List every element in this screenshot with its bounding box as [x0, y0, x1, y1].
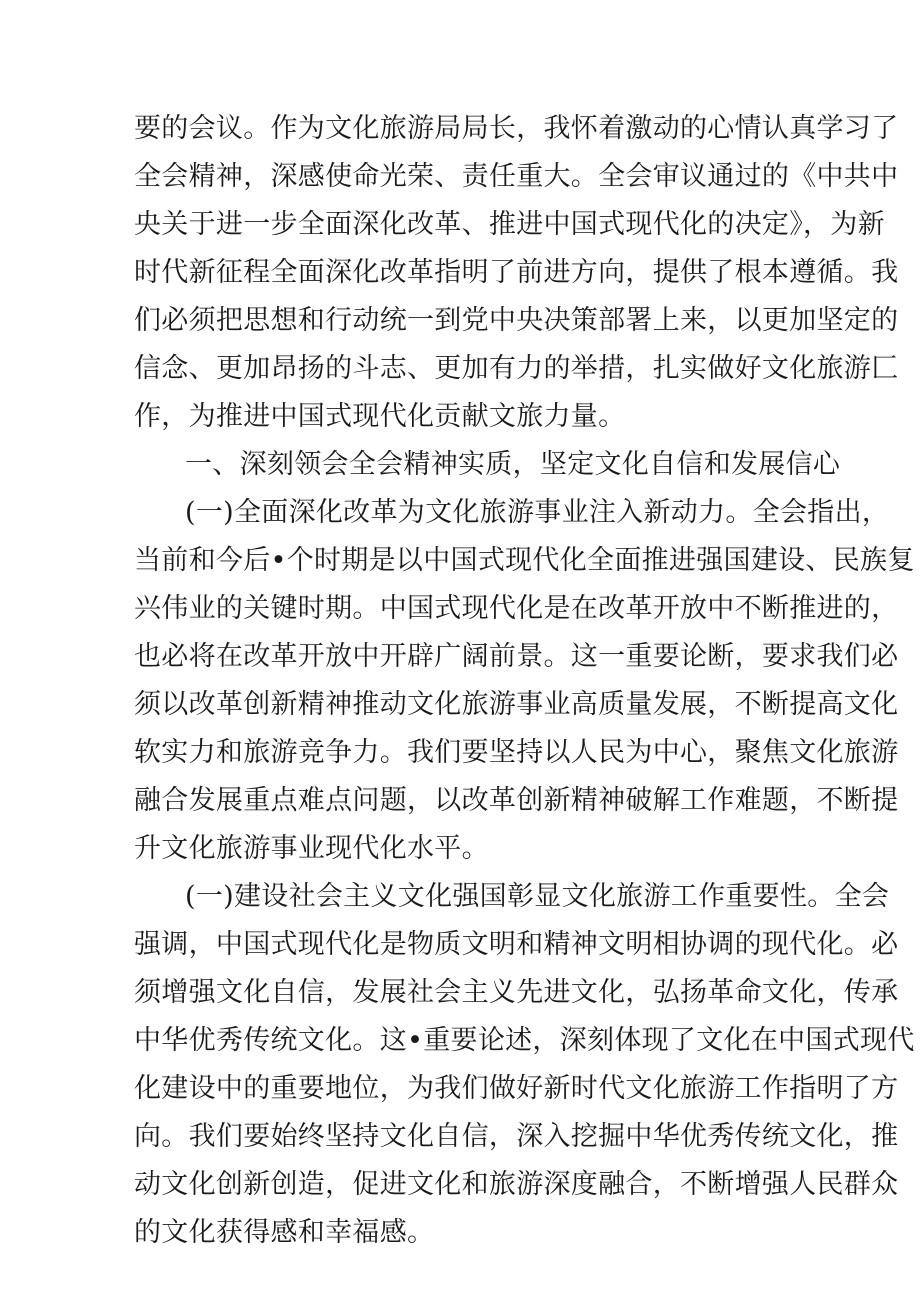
text-line-12: 也必将在改革开放中开辟广阔前景。这一重要论断，要求我们必 — [134, 641, 899, 672]
text-line-14: 软实力和旅游竞争力。我们要坚持以人民为中心，聚焦文化旅游 — [134, 737, 899, 768]
text-line-7: 作，为推进中国式现代化贡献文旅力量。 — [134, 401, 626, 432]
text-line-22: 向。我们要始终坚持文化自信，深入挖掘中华优秀传统文化，推 — [134, 1121, 899, 1152]
text-line-5: 们必须把思想和行动统一到党中央决策部署上来，以更加坚定的 — [134, 305, 899, 336]
text-line-10: 当前和今后•个时期是以中国式现代化全面推进强国建设、民族复 — [134, 545, 915, 576]
section-heading: 一、深刻领会全会精神实质，坚定文化自信和发展信心 — [185, 449, 841, 480]
text-line-13: 须以改革创新精神推动文化旅游事业高质量发展，不断提高文化 — [134, 689, 899, 720]
subsection-heading-1: (一)全面深化改革为文化旅游事业注入新动力。全会指出， — [185, 497, 890, 528]
subsection-heading-2: (一)建设社会主义文化强国彰显文化旅游工作重要性。全会 — [185, 881, 890, 912]
text-line-23: 动文化创新创造，促进文化和旅游深度融合，不断增强人民群众 — [134, 1169, 899, 1200]
text-line-11: 兴伟业的关键时期。中国式现代化是在改革开放中不断推进的， — [134, 593, 899, 624]
text-line-6: 信念、更加昂扬的斗志、更加有力的举措，扎实做好文化旅游匚 — [134, 353, 899, 384]
text-line-16: 升文化旅游事业现代化水平。 — [134, 833, 489, 864]
text-line-20: 中华优秀传统文化。这•重要论述，深刻体现了文化在中国式现代 — [134, 1025, 915, 1056]
text-line-24: 的文化获得感和幸福感。 — [134, 1217, 435, 1248]
text-line-15: 融合发展重点难点问题，以改革创新精神破解工作难题，不断提 — [134, 785, 899, 816]
text-line-1: 要的会议。作为文化旅游局局长，我怀着激动的心情认真学习了 — [134, 113, 899, 144]
text-line-3: 央关于进一步全面深化改革、推进中国式现代化的决定》，为新 — [134, 209, 885, 240]
text-line-21: 化建设中的重要地位，为我们做好新时代文化旅游工作指明了方 — [134, 1073, 899, 1104]
text-line-18: 强调，中国式现代化是物质文明和精神文明相协调的现代化。必 — [134, 929, 899, 960]
text-line-19: 须增强文化自信，发展社会主义先进文化，弘扬革命文化，传承 — [134, 977, 899, 1008]
text-line-2: 全会精神，深感使命光荣、责任重大。全会审议通过的《中共中 — [134, 161, 899, 192]
text-line-4: 时代新征程全面深化改革指明了前进方向，提供了根本遵循。我 — [134, 257, 899, 288]
